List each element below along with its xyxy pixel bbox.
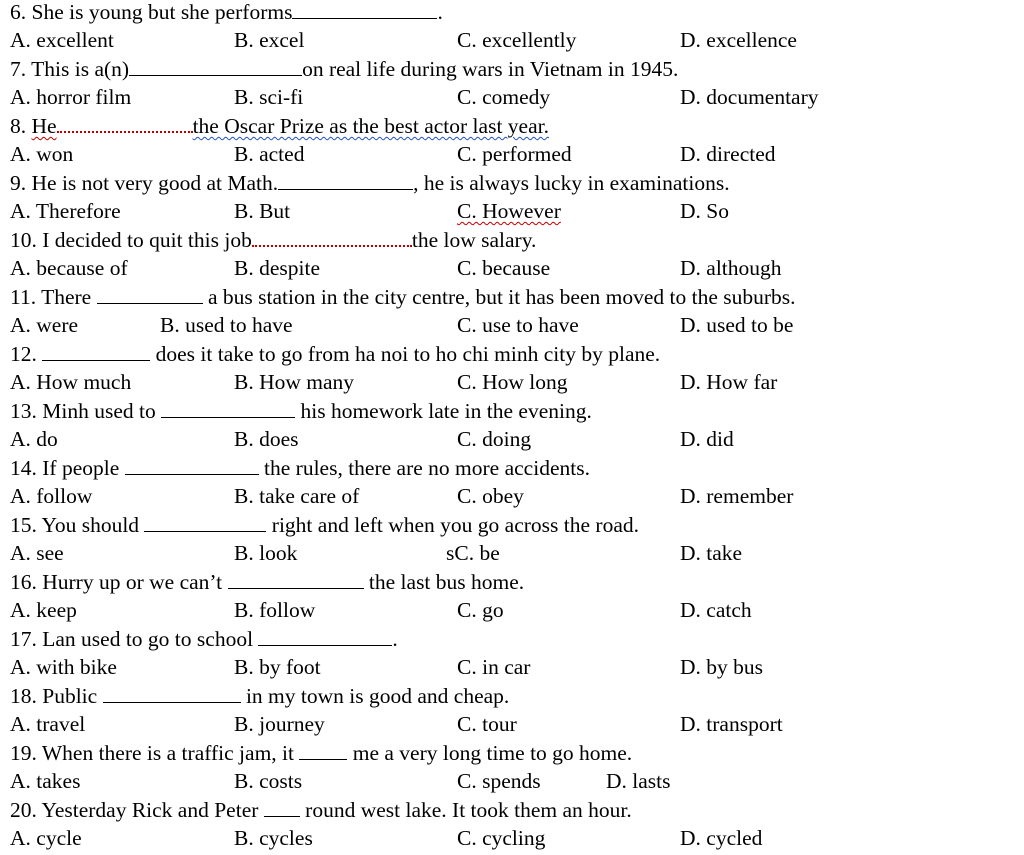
option-a[interactable]: A. with bike bbox=[10, 655, 117, 679]
option-d[interactable]: D. directed bbox=[680, 142, 776, 166]
option-c[interactable]: C. doing bbox=[457, 427, 532, 451]
option-c[interactable]: C. because bbox=[457, 256, 551, 280]
option-b[interactable]: B. But bbox=[234, 199, 291, 223]
question-19 bbox=[0, 741, 1024, 798]
answer-blank[interactable] bbox=[144, 513, 266, 532]
option-c[interactable]: C. How long bbox=[457, 370, 568, 394]
stem-part-a: Public bbox=[42, 684, 98, 708]
answer-blank[interactable] bbox=[161, 399, 295, 418]
question-13 bbox=[0, 399, 1024, 456]
stem-part-b: the low salary. bbox=[411, 228, 537, 252]
options-row bbox=[0, 597, 1024, 625]
option-b[interactable]: B. look bbox=[234, 541, 298, 565]
answer-blank[interactable] bbox=[299, 741, 347, 760]
stem-part-a: Lan used to go to school bbox=[42, 627, 254, 651]
question-stem bbox=[10, 683, 509, 709]
option-d[interactable]: D. cycled bbox=[680, 826, 763, 850]
stem-part-a: There bbox=[41, 285, 92, 309]
option-c[interactable]: C. performed bbox=[457, 142, 572, 166]
question-7 bbox=[0, 57, 1024, 114]
answer-blank[interactable] bbox=[292, 0, 437, 19]
stem-part-a: Minh used to bbox=[42, 399, 156, 423]
stem-part-b: round west lake. It took them an hour. bbox=[305, 798, 632, 822]
stem-part-b: . bbox=[437, 0, 443, 24]
answer-blank[interactable] bbox=[97, 285, 203, 304]
question-number: 14. bbox=[10, 456, 37, 480]
question-number: 12. bbox=[10, 342, 37, 366]
option-c[interactable]: C. comedy bbox=[457, 85, 551, 109]
options-row bbox=[0, 540, 1024, 568]
question-stem bbox=[10, 56, 678, 82]
question-10 bbox=[0, 228, 1024, 285]
stem-part-a: He is not very good at Math. bbox=[31, 171, 279, 195]
option-d[interactable]: D. although bbox=[680, 256, 782, 280]
option-c[interactable]: C. go bbox=[457, 598, 504, 622]
option-a[interactable]: A. because of bbox=[10, 256, 128, 280]
options-row bbox=[0, 255, 1024, 283]
option-c[interactable]: C. use to have bbox=[457, 313, 579, 337]
option-d[interactable]: D. transport bbox=[680, 712, 783, 736]
option-c[interactable]: C. cycling bbox=[457, 826, 546, 850]
question-8 bbox=[0, 114, 1024, 171]
option-b[interactable]: B. costs bbox=[234, 769, 303, 793]
option-b[interactable]: B. cycles bbox=[234, 826, 313, 850]
options-row bbox=[0, 141, 1024, 169]
option-a[interactable]: A. horror film bbox=[10, 85, 132, 109]
question-stem bbox=[10, 398, 592, 424]
stem-part-b: , he is always lucky in examinations. bbox=[413, 171, 730, 195]
question-stem bbox=[10, 797, 632, 823]
answer-blank[interactable] bbox=[42, 342, 150, 361]
option-d[interactable]: D. take bbox=[680, 541, 743, 565]
option-d[interactable]: D. documentary bbox=[680, 85, 819, 109]
question-9 bbox=[0, 171, 1024, 228]
answer-blank[interactable] bbox=[129, 57, 302, 76]
question-15 bbox=[0, 513, 1024, 570]
option-d[interactable]: D. used to be bbox=[680, 313, 794, 337]
option-a[interactable]: A. cycle bbox=[10, 826, 82, 850]
option-c[interactable]: C. excellently bbox=[457, 28, 577, 52]
option-d[interactable]: D. catch bbox=[680, 598, 752, 622]
question-stem bbox=[10, 113, 549, 139]
option-a[interactable]: A. keep bbox=[10, 598, 77, 622]
question-number: 19. bbox=[10, 741, 37, 765]
question-16 bbox=[0, 570, 1024, 627]
question-stem bbox=[10, 569, 524, 595]
question-20 bbox=[0, 798, 1024, 855]
stem-part-a: If people bbox=[42, 456, 120, 480]
stem-part-b: the last bus home. bbox=[368, 570, 525, 594]
option-a[interactable]: A. excellent bbox=[10, 28, 114, 52]
option-b[interactable]: B. does bbox=[234, 427, 299, 451]
option-c[interactable]: C. However bbox=[457, 199, 561, 223]
question-number: 16. bbox=[10, 570, 37, 594]
option-b[interactable]: B. excel bbox=[234, 28, 305, 52]
question-stem bbox=[10, 170, 730, 196]
option-a[interactable]: A. How much bbox=[10, 370, 132, 394]
stem-part-b: his homework late in the evening. bbox=[300, 399, 592, 423]
options-row bbox=[0, 84, 1024, 112]
answer-blank[interactable] bbox=[103, 684, 241, 703]
option-b[interactable]: B. sci-fi bbox=[234, 85, 304, 109]
stem-part-b: me a very long time to go home. bbox=[352, 741, 633, 765]
stem-part-b: a bus station in the city centre, but it has been moved to the suburbs. bbox=[207, 285, 796, 309]
option-d[interactable]: D. did bbox=[680, 427, 734, 451]
question-number: 10. bbox=[10, 228, 37, 252]
question-12 bbox=[0, 342, 1024, 399]
question-stem bbox=[10, 740, 632, 766]
option-a[interactable]: A. Therefore bbox=[10, 199, 121, 223]
stem-part-a: I decided to quit this job bbox=[42, 228, 252, 252]
option-b[interactable]: B. follow bbox=[234, 598, 316, 622]
question-number: 13. bbox=[10, 399, 37, 423]
option-c[interactable]: C. in car bbox=[457, 655, 531, 679]
question-number: 18. bbox=[10, 684, 37, 708]
stem-part-a: She is young but she performs bbox=[31, 0, 293, 24]
options-row bbox=[0, 711, 1024, 739]
option-d[interactable]: D. So bbox=[680, 199, 729, 223]
question-number: 9. bbox=[10, 171, 27, 195]
question-6 bbox=[0, 0, 1024, 57]
question-number: 17. bbox=[10, 627, 37, 651]
option-d[interactable]: D. by bus bbox=[680, 655, 764, 679]
question-17 bbox=[0, 627, 1024, 684]
stem-part-a: Hurry up or we can’t bbox=[42, 570, 223, 594]
option-c[interactable]: C. tour bbox=[457, 712, 517, 736]
option-d[interactable]: D. excellence bbox=[680, 28, 797, 52]
answer-blank[interactable] bbox=[125, 456, 259, 475]
question-number: 20. bbox=[10, 798, 37, 822]
options-row bbox=[0, 27, 1024, 55]
option-b[interactable]: B. by foot bbox=[234, 655, 321, 679]
options-row bbox=[0, 483, 1024, 511]
stem-part-a: He bbox=[31, 114, 57, 138]
question-stem bbox=[10, 0, 443, 25]
question-stem bbox=[10, 284, 796, 310]
stem-part-b: the rules, there are no more accidents. bbox=[264, 456, 590, 480]
option-c[interactable]: C. spends bbox=[457, 769, 541, 793]
stem-part-b: on real life during wars in Vietnam in 1945. bbox=[302, 57, 679, 81]
option-d[interactable]: D. remember bbox=[680, 484, 794, 508]
question-14 bbox=[0, 456, 1024, 513]
stem-part-b: does it take to go from ha noi to ho chi minh city by plane. bbox=[155, 342, 661, 366]
question-number: 7. bbox=[10, 57, 27, 81]
options-row bbox=[0, 198, 1024, 226]
answer-blank[interactable] bbox=[264, 798, 300, 817]
option-a[interactable]: A. follow bbox=[10, 484, 93, 508]
option-a[interactable]: A. won bbox=[10, 142, 74, 166]
option-c[interactable]: sC. be bbox=[446, 541, 500, 565]
question-stem bbox=[10, 455, 590, 481]
question-number: 8. bbox=[10, 114, 27, 138]
option-b[interactable]: B. How many bbox=[234, 370, 355, 394]
options-row bbox=[0, 654, 1024, 682]
stem-part-a: When there is a traffic jam, it bbox=[41, 741, 294, 765]
question-number: 6. bbox=[10, 0, 27, 24]
question-number: 11. bbox=[10, 285, 37, 309]
stem-part-b: in my town is good and cheap. bbox=[245, 684, 510, 708]
answer-blank[interactable] bbox=[252, 227, 412, 247]
question-stem bbox=[10, 626, 398, 652]
option-b[interactable]: B. acted bbox=[234, 142, 305, 166]
option-d[interactable]: D. How far bbox=[680, 370, 778, 394]
stem-part-a: Yesterday Rick and Peter bbox=[41, 798, 259, 822]
stem-part-b: the Oscar Prize as the best actor last year. bbox=[192, 114, 549, 138]
option-a[interactable]: A. do bbox=[10, 427, 58, 451]
options-row bbox=[0, 369, 1024, 397]
options-row bbox=[0, 825, 1024, 853]
option-a[interactable]: A. travel bbox=[10, 712, 86, 736]
question-stem bbox=[10, 341, 660, 367]
options-row bbox=[0, 312, 1024, 340]
option-a[interactable]: A. see bbox=[10, 541, 64, 565]
option-b[interactable]: B. despite bbox=[234, 256, 320, 280]
question-18 bbox=[0, 684, 1024, 741]
stem-part-a: You should bbox=[41, 513, 140, 537]
option-b[interactable]: B. used to have bbox=[160, 313, 293, 337]
options-row bbox=[0, 768, 1024, 796]
stem-part-a: This is a(n) bbox=[31, 57, 130, 81]
options-row bbox=[0, 426, 1024, 454]
question-number: 15. bbox=[10, 513, 37, 537]
question-stem bbox=[10, 512, 639, 538]
option-a[interactable]: A. were bbox=[10, 313, 79, 337]
answer-blank[interactable] bbox=[57, 113, 193, 133]
option-d[interactable]: D. lasts bbox=[606, 769, 671, 793]
question-11 bbox=[0, 285, 1024, 342]
option-c[interactable]: C. obey bbox=[457, 484, 524, 508]
stem-part-b: right and left when you go across the road. bbox=[271, 513, 639, 537]
option-a[interactable]: A. takes bbox=[10, 769, 81, 793]
question-stem bbox=[10, 227, 536, 253]
answer-blank[interactable] bbox=[278, 171, 413, 190]
option-b[interactable]: B. take care of bbox=[234, 484, 360, 508]
answer-blank[interactable] bbox=[258, 627, 392, 646]
option-b[interactable]: B. journey bbox=[234, 712, 325, 736]
stem-part-b: . bbox=[392, 627, 398, 651]
answer-blank[interactable] bbox=[228, 570, 364, 589]
